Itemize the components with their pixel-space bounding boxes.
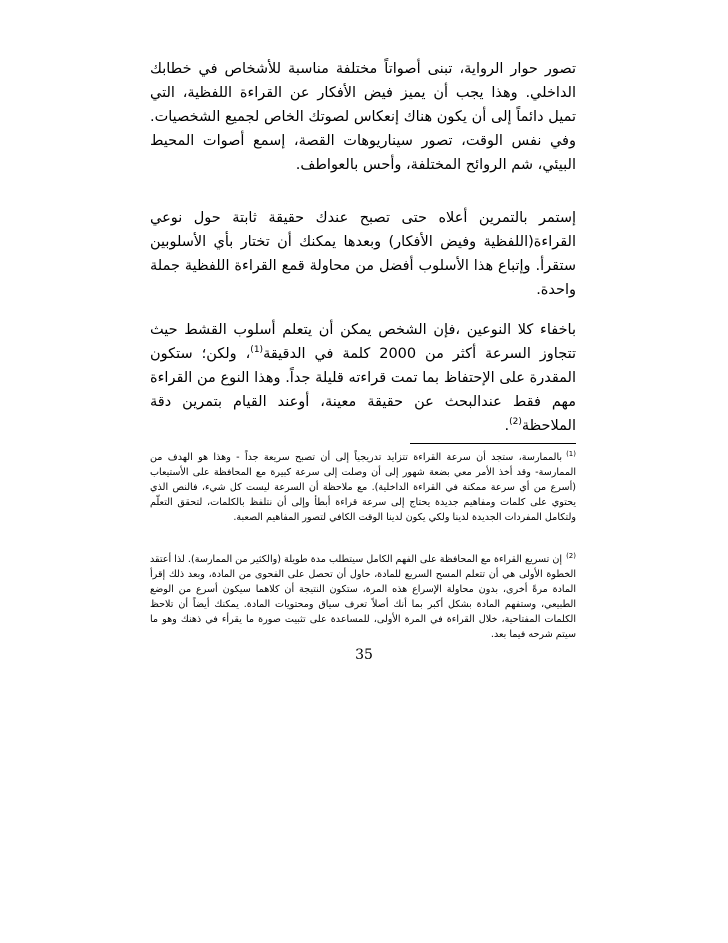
footnote-1-text: بالممارسة، ستجد أن سرعة القراءة تتزايد تدريجياً إلى أن تصبح سريعة جداً - وهذا هو الهدف من الممارسة- وقد أخذ الأمر معي بضعة شهور إلى أن وصلت إلى سرعة كبيرة مع المحافظة على الأستيعاب (أسرع من أي سرعة ممكنة في القراءة الداخلية). مع ملاحظة أن السرعة ليست كل شيء، فالنص الذي يحتوي على كلمات ومفاهيم جديدة يحتاج إلى سرعة قراءة أبطأ وإلى أن نتلفظ بالكلمات، لتحقق التعلّم ولتكامل المفردات الجديدة لدينا ولكي يكون لدينا الوقت الكافي لتصور المفاهيم الصعبة. — [150, 452, 576, 523]
footnote-separator — [410, 443, 576, 444]
paragraph-1: تصور حوار الرواية، تبنى أصواتاً مختلفة مناسبة للأشخاص في خطابك الداخلي. وهذا يجب أن يميز فيض الأفكار عن القراءة اللفظية، التي تميل دائماً إلى أن يكون هناك إنعكاس لصوتك الخاص لجميع الشخصيات. وفي نفس الوقت، تصور سيناريوهات القصة، إسمع أصوات المحيط البيئي، شم الروائح المختلفة، وأحس بالعواطف. — [150, 61, 576, 173]
footnote-2-text: إن تسريع القراءة مع المحافظة على الفهم الكامل سيتطلب مدة طويلة (والكثير من الممارسة). لذا أعتقد الخطوة الأولى هي أن تتعلم المسح السريع للمادة، حاول أن تحصل على الفحوى من المادة، وبعد ذلك إقرأ المادة مرةً أخرى، بدون محاولة الإسراع هذه المرة، ستكون النتيجة أن كلاهما سيكون أسرع من الوضع الطبيعي، وستفهم المادة بشكل أكبر بما أنك أصلاً تعرف سياق ومحتويات المادة. يمكنك أيضاً أن تلاحظ الكلمات المفتاحية، خلال القراءة في المرة الأولى، للمساعدة على تثبيت صورة ما يقرأء في ذهنك وهو ما سيتم شرحه فيما بعد. — [150, 554, 576, 640]
paragraph-3-text-a: باخفاء كلا النوعين ،فإن الشخص يمكن أن يتعلم أسلوب القشط حيث تتجاوز السرعة أكثر من 2000 كلمة في الدقيقة — [150, 322, 576, 362]
paragraph-3 — [150, 318, 576, 438]
footnote-1-marker: (1) — [566, 449, 576, 458]
footnote-ref-2: (2) — [509, 417, 522, 428]
paragraph-3-text-b: ، ولكن؛ ستكون المقدرة على الإحتفاظ بما تمت قراءته قليلة جداً. وهذا النوع من القراءة مهم فقط عندالبحث عن حقيقة معينة، أوعند القيام بتمرين دقة الملاحظة — [150, 346, 576, 434]
paragraph-2: إستمر بالتمرين أعلاه حتى تصبح عندك حقيقة ثابتة حول نوعي القراءة(اللفظية وفيض الأفكار) وبعدها يمكنك أن تختار بأي الأسلوبين ستقرأ. وإتباع هذا الأسلوب أفضل من محاولة قمع القراءة اللفظية جملة واحدة. — [150, 210, 576, 298]
footnote-2-marker: (2) — [566, 551, 576, 560]
page-number: 35 — [355, 647, 373, 663]
footnote-2 — [150, 552, 576, 642]
footnote-ref-1: (1) — [250, 345, 264, 356]
footnote-1 — [150, 450, 576, 525]
paragraph-3-text-c: . — [504, 418, 510, 434]
